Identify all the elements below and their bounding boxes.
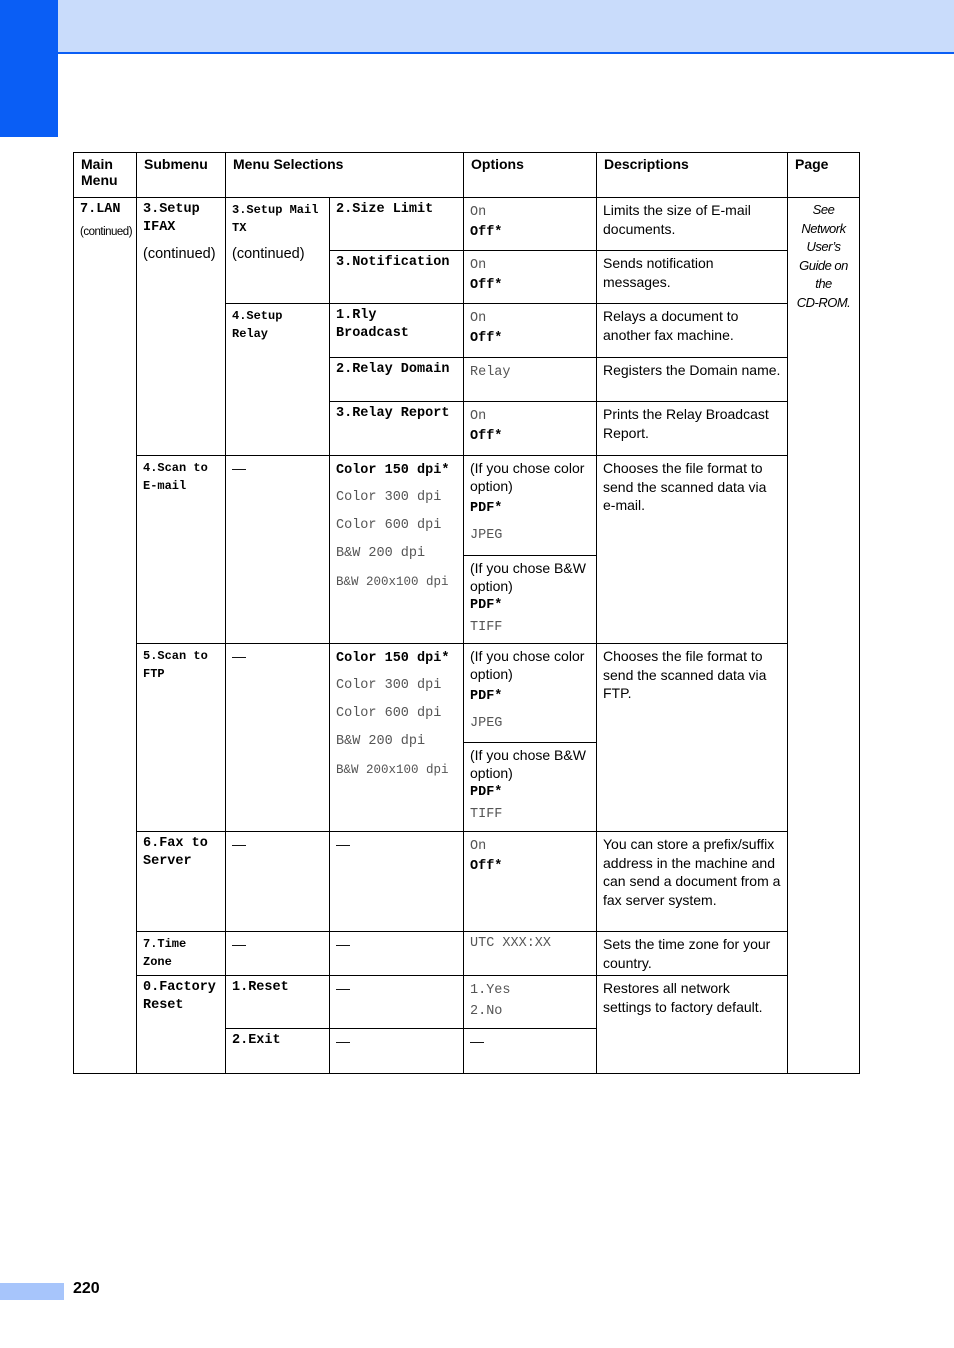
setup-relay-label: 4.Setup Relay: [232, 309, 283, 341]
col-submenu: Submenu: [137, 153, 226, 198]
dash: —: [232, 648, 246, 664]
col-descriptions: Descriptions: [597, 153, 788, 198]
dash: —: [470, 1033, 484, 1049]
desc-scan-email: [597, 456, 788, 644]
option-utc: UTC XXX:XX: [470, 936, 552, 951]
selection-label: 3.Setup Mail TX: [232, 203, 319, 235]
page-ref-line: CD-ROM.: [796, 294, 851, 310]
time-zone-description: Sets the time zone for your country.: [603, 936, 771, 971]
size-limit-description: Limits the size of E-mail documents.: [603, 202, 751, 237]
format-option: TIFF: [470, 620, 503, 635]
notification-description: Sends notification messages.: [603, 255, 714, 290]
resolution-option: B&W 200 dpi: [336, 734, 426, 749]
resolution-option: Color 600 dpi: [336, 518, 442, 533]
option-relay: Relay: [470, 365, 511, 380]
relay-report-description: Prints the Relay Broadcast Report.: [603, 406, 769, 441]
resolution-option: B&W 200x100 dpi: [336, 763, 449, 777]
desc-factory-reset: [597, 976, 788, 1074]
option-off: Off*: [470, 225, 503, 240]
options-fax-server: [464, 832, 597, 932]
option-on: On: [470, 839, 487, 854]
menu-exit: [226, 1029, 330, 1074]
submenu-label: 3.Setup IFAX: [143, 202, 200, 235]
selection-exit: [330, 1029, 464, 1074]
header-band: [58, 0, 954, 54]
options-size-limit: [464, 198, 597, 251]
color-option-note: (If you chose color option): [470, 460, 585, 494]
main-menu-cell: [74, 198, 137, 1074]
rly-broadcast-label: 1.Rly Broadcast: [336, 308, 409, 341]
submenu-factory-reset: [137, 976, 226, 1074]
format-option: PDF*: [470, 785, 503, 800]
options-scan-ftp-bw: [464, 743, 597, 832]
selection-fax-server: [330, 832, 464, 932]
submenu-scan-ftp: [137, 644, 226, 832]
option-off: Off*: [470, 429, 503, 444]
reset-label: 1.Reset: [232, 980, 289, 995]
desc-scan-ftp: [597, 644, 788, 832]
option-off: Off*: [470, 278, 503, 293]
size-limit-label: 2.Size Limit: [336, 202, 434, 217]
page-number-tab: [0, 1283, 64, 1300]
col-options: Options: [464, 153, 597, 198]
menu-table: [73, 152, 860, 1074]
menu-scan-email: [226, 456, 330, 644]
dash: —: [336, 936, 350, 952]
page-ref-line: Network: [801, 220, 846, 236]
option-no: 2.No: [470, 1004, 503, 1019]
fax-server-description: You can store a prefix/suffix address in the machine and can send a document from a fax server system.: [603, 836, 781, 908]
dash: —: [336, 836, 350, 852]
options-scan-ftp-color: [464, 644, 597, 743]
relay-domain-label: 2.Relay Domain: [336, 362, 450, 377]
options-relay-report: [464, 402, 597, 456]
dash: —: [336, 980, 350, 996]
bw-option-note: (If you chose B&W option): [470, 747, 586, 781]
fax-server-label: 6.Fax to Server: [143, 836, 208, 869]
selection-rly-broadcast: [330, 304, 464, 358]
desc-relay-report: [597, 402, 788, 456]
menu-time-zone: [226, 932, 330, 976]
resolution-option: Color 300 dpi: [336, 490, 442, 505]
bw-option-note: (If you chose B&W option): [470, 560, 586, 594]
options-relay-domain: [464, 358, 597, 402]
submenu-scan-email: [137, 456, 226, 644]
page-ref-line: the: [815, 276, 832, 291]
format-option: PDF*: [470, 689, 503, 704]
resolution-option: B&W 200 dpi: [336, 546, 426, 561]
selection-time-zone: [330, 932, 464, 976]
submenu-continued: (continued): [143, 246, 216, 262]
option-on: On: [470, 205, 487, 220]
table-header-row: [74, 153, 860, 198]
time-zone-label: 7.Time Zone: [143, 937, 187, 969]
exit-label: 2.Exit: [232, 1033, 281, 1048]
factory-reset-label: 0.Factory Reset: [143, 980, 216, 1013]
desc-relay-domain: [597, 358, 788, 402]
main-menu-continued: (continued): [80, 226, 133, 238]
menu-reset: [226, 976, 330, 1029]
options-reset: [464, 976, 597, 1029]
desc-time-zone: [597, 932, 788, 976]
format-option: JPEG: [470, 528, 503, 543]
desc-notification: [597, 251, 788, 304]
dash: —: [232, 936, 246, 952]
resolution-option: Color 150 dpi*: [336, 463, 450, 478]
chapter-tab-block: [0, 0, 58, 137]
options-time-zone: [464, 932, 597, 976]
submenu-time-zone: [137, 932, 226, 976]
dash: —: [232, 836, 246, 852]
format-option: PDF*: [470, 501, 503, 516]
options-scan-email-color: [464, 456, 597, 556]
dash: —: [336, 1033, 350, 1049]
selection-continued: (continued): [232, 246, 305, 262]
selections-scan-email: [330, 456, 464, 644]
resolution-option: B&W 200x100 dpi: [336, 575, 449, 589]
scan-ftp-description: Chooses the file format to send the scanned data via FTP.: [603, 648, 767, 701]
relay-report-label: 3.Relay Report: [336, 406, 450, 421]
option-off: Off*: [470, 859, 503, 874]
options-scan-email-bw: [464, 556, 597, 644]
scan-email-label: 4.Scan to E-mail: [143, 461, 208, 493]
format-option: PDF*: [470, 598, 503, 613]
color-option-note: (If you chose color option): [470, 648, 585, 682]
option-yes: 1.Yes: [470, 983, 511, 998]
desc-size-limit: [597, 198, 788, 251]
options-rly-broadcast: [464, 304, 597, 358]
col-main-menu: Main Menu: [74, 153, 137, 198]
page-ref-line: User’s: [806, 239, 841, 254]
notification-label: 3.Notification: [336, 255, 450, 270]
menu-scan-ftp: [226, 644, 330, 832]
selection-notification: [330, 251, 464, 304]
submenu-fax-server: [137, 832, 226, 932]
submenu-setup-ifax: [137, 198, 226, 456]
dash: —: [232, 460, 246, 476]
format-option: TIFF: [470, 807, 503, 822]
options-exit: [464, 1029, 597, 1074]
col-page: Page: [788, 153, 860, 198]
page-reference: [788, 198, 859, 312]
resolution-option: Color 150 dpi*: [336, 651, 450, 666]
selection-setup-mail-tx: [226, 198, 330, 304]
selection-relay-report: [330, 402, 464, 456]
option-off: Off*: [470, 331, 503, 346]
rly-broadcast-description: Relays a document to another fax machine.: [603, 308, 739, 343]
main-menu-label: 7.LAN: [80, 202, 121, 217]
menu-fax-server: [226, 832, 330, 932]
scan-email-description: Chooses the file format to send the scanned data via e-mail.: [603, 460, 767, 513]
page-ref-line: Guide on: [799, 257, 848, 273]
selection-relay-domain: [330, 358, 464, 402]
format-option: JPEG: [470, 716, 503, 731]
resolution-option: Color 300 dpi: [336, 678, 442, 693]
option-on: On: [470, 409, 487, 424]
relay-domain-description: Registers the Domain name.: [603, 362, 781, 378]
resolution-option: Color 600 dpi: [336, 706, 442, 721]
selection-reset: [330, 976, 464, 1029]
factory-reset-description: Restores all network settings to factory default.: [603, 980, 763, 1015]
desc-fax-server: [597, 832, 788, 932]
page-ref-cell: [788, 198, 860, 1074]
selection-size-limit: [330, 198, 464, 251]
page-number: 220: [73, 1280, 100, 1297]
page-ref-line: See: [812, 202, 835, 217]
selection-setup-relay: [226, 304, 330, 456]
option-on: On: [470, 311, 487, 326]
scan-ftp-label: 5.Scan to FTP: [143, 649, 208, 681]
selections-scan-ftp: [330, 644, 464, 832]
desc-rly-broadcast: [597, 304, 788, 358]
col-menu-selections: Menu Selections: [226, 153, 464, 198]
options-notification: [464, 251, 597, 304]
option-on: On: [470, 258, 487, 273]
